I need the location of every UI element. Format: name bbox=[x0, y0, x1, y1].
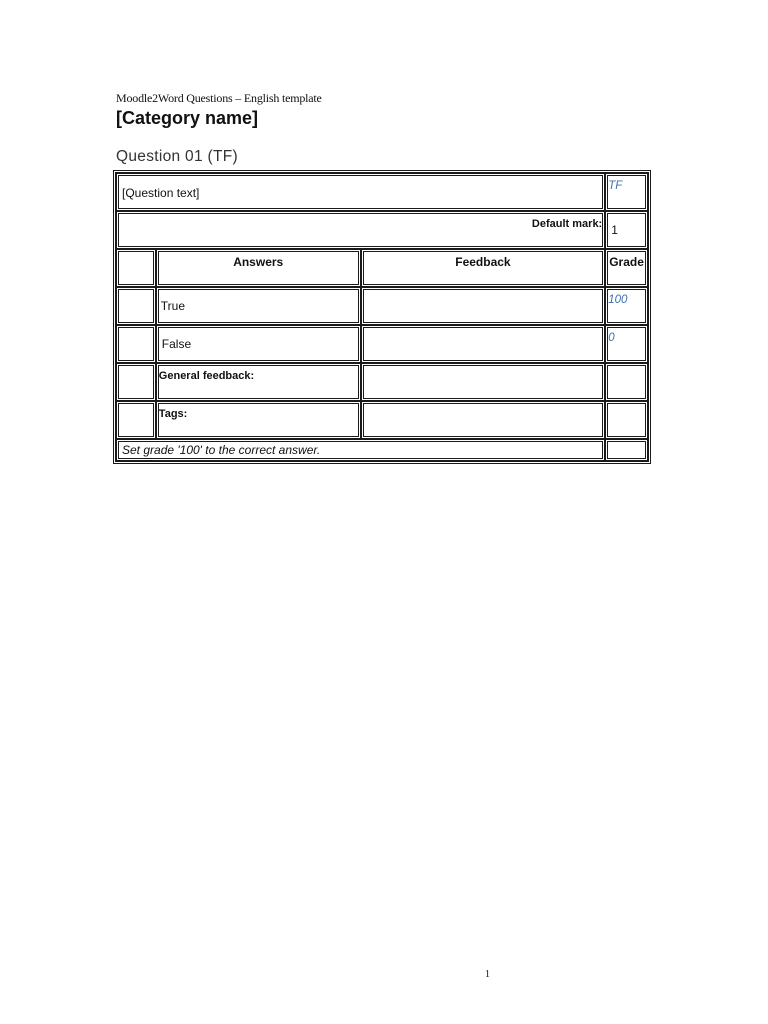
page-number: 1 bbox=[485, 969, 490, 980]
answer-grade-cell[interactable] bbox=[605, 287, 648, 325]
general-feedback-label: General feedback: bbox=[158, 370, 255, 382]
default-mark-label: Default mark: bbox=[531, 218, 603, 230]
tags-label: Tags: bbox=[158, 408, 188, 420]
tags-grade-cell bbox=[605, 401, 648, 439]
answer-grade: 100 bbox=[608, 294, 628, 306]
header-blank-cell bbox=[116, 249, 156, 287]
question-title: Question 01 (TF) bbox=[116, 148, 238, 165]
question-type-cell[interactable] bbox=[605, 173, 648, 211]
answer-text: False bbox=[161, 337, 192, 351]
answer-header-row bbox=[116, 249, 648, 287]
answer-index-cell bbox=[116, 325, 156, 363]
general-feedback-grade-cell bbox=[605, 363, 648, 401]
question-type: TF bbox=[608, 180, 623, 192]
default-mark-row bbox=[116, 211, 648, 249]
answer-row bbox=[116, 287, 648, 325]
answers-header-cell bbox=[156, 249, 361, 287]
grade-header: Grade bbox=[609, 255, 644, 269]
category-name: [Category name] bbox=[116, 108, 259, 128]
note-text: Set grade '100' to the correct answer. bbox=[122, 443, 321, 457]
question-text-cell[interactable] bbox=[116, 173, 605, 211]
answer-text-cell[interactable] bbox=[156, 325, 361, 363]
grade-header-cell bbox=[605, 249, 648, 287]
feedback-header-cell bbox=[361, 249, 606, 287]
general-feedback-cell[interactable] bbox=[361, 363, 606, 401]
answer-row bbox=[116, 325, 648, 363]
note-blank-cell bbox=[605, 439, 648, 461]
answer-grade-cell[interactable] bbox=[605, 325, 648, 363]
default-mark-value: 1 bbox=[611, 223, 618, 237]
default-mark-value-cell[interactable] bbox=[605, 211, 648, 249]
tags-cell[interactable] bbox=[361, 401, 606, 439]
tags-blank-cell bbox=[116, 401, 156, 439]
answer-feedback-cell[interactable] bbox=[361, 287, 606, 325]
tags-label-cell bbox=[156, 401, 361, 439]
general-feedback-label-cell bbox=[156, 363, 361, 401]
template-title: Moodle2Word Questions – English template bbox=[116, 91, 322, 105]
answers-header: Answers bbox=[233, 255, 284, 269]
general-feedback-blank-cell bbox=[116, 363, 156, 401]
answer-text-cell[interactable] bbox=[156, 287, 361, 325]
general-feedback-row bbox=[116, 363, 648, 401]
answer-index-cell bbox=[116, 287, 156, 325]
answer-text: True bbox=[160, 299, 186, 313]
question-text: [Question text] bbox=[122, 186, 200, 200]
default-mark-label-cell bbox=[116, 211, 605, 249]
answer-feedback-cell[interactable] bbox=[361, 325, 606, 363]
question-text-row bbox=[116, 173, 648, 211]
note-cell bbox=[116, 439, 605, 461]
question-table bbox=[113, 170, 651, 464]
answer-grade: 0 bbox=[608, 332, 615, 344]
note-row bbox=[116, 439, 648, 461]
tags-row bbox=[116, 401, 648, 439]
feedback-header: Feedback bbox=[455, 255, 511, 269]
